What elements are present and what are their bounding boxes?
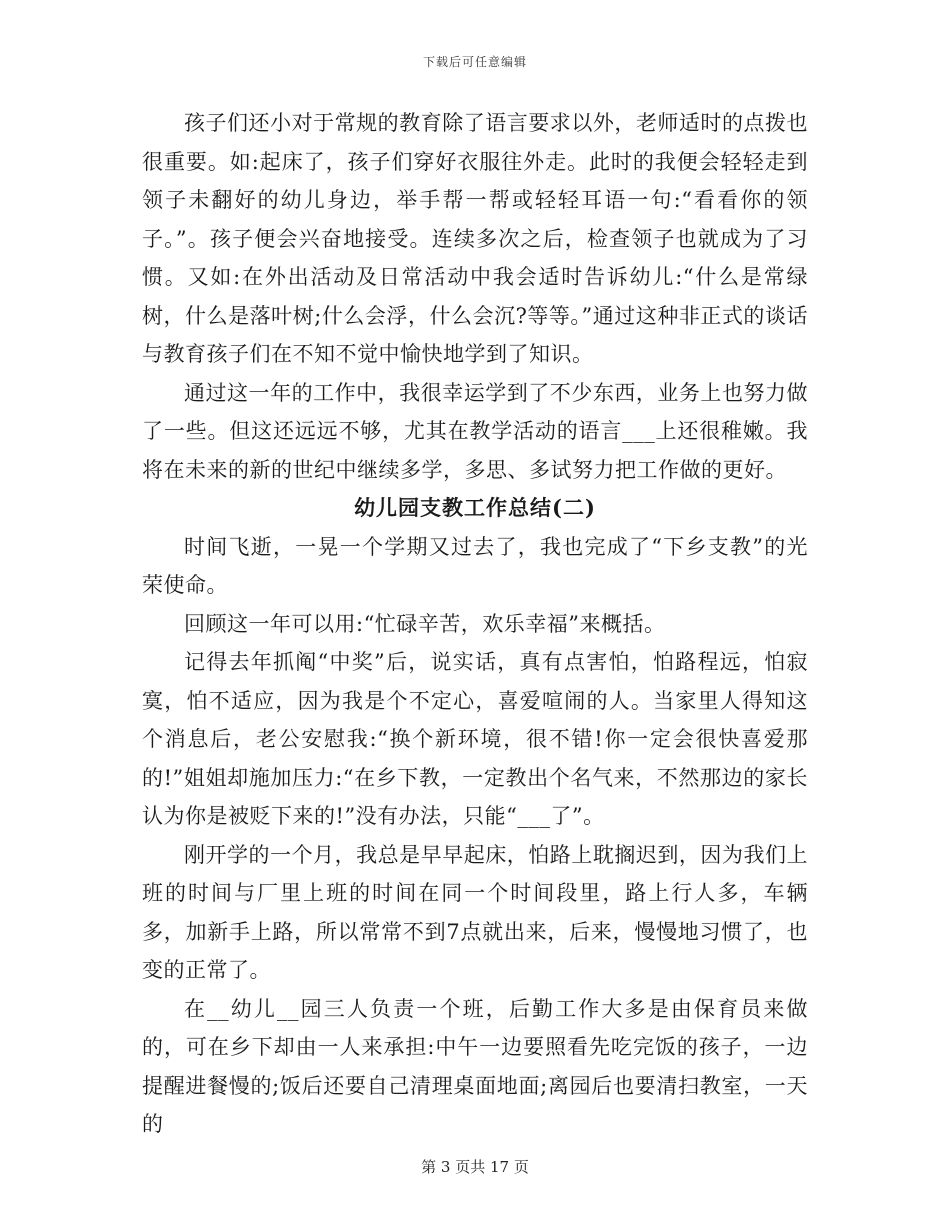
page-header: 下载后可任意编辑 (422, 55, 527, 69)
paragraph-summary-phrase: 回顾这一年可以用:“忙碌辛苦，欢乐幸福”来概括。 (184, 611, 666, 636)
section-title: 幼儿园支教工作总结(二) (354, 495, 596, 520)
paragraph-year-review: 通过这一年的工作中，我很幸运学到了不少东西，业务上也努力做了一些。但这还远远不够，尤其在教学活动的语言___上还很稚嫩。我将在未来的新的世纪中继续多学，多思、多试努力把工作做的更好。 (142, 380, 808, 482)
paragraph-time-flies: 时间飞逝，一晃一个学期又过去了，我也完成了“下乡支教”的光荣使命。 (142, 534, 808, 597)
paragraph-routine-education: 孩子们还小对于常规的教育除了语言要求以外，老师适时的点拨也很重要。如:起床了，孩子们穿好衣服往外走。此时的我便会轻轻走到领子未翻好的幼儿身边，举手帮一帮或轻轻耳语一句:“看看你的领子。”。孩子便会兴奋地接受。连续多次之后，检查领子也就成为了习惯。又如:在外出活动及日常活动中我会适时告诉幼儿:“什么是常绿树，什么是落叶树;什么会浮，什么会沉?等等。”通过这种非正式的谈话与教育孩子们在不知不觉中愉快地学到了知识。 (142, 111, 808, 366)
paragraph-lottery-memory: 记得去年抓阄“中奖”后，说实话，真有点害怕，怕路程远，怕寂寞，怕不适应，因为我是个不定心，喜爱喧闹的人。当家里人得知这个消息后，老公安慰我:“换个新环境，很不错!你一定会很快喜爱那的!”姐姐却施加压力:“在乡下教，一定教出个名气来，不然那边的家长认为你是被贬下来的!”没有办法，只能“___了”。 (142, 650, 808, 828)
paragraph-first-month: 刚开学的一个月，我总是早早起床，怕路上耽搁迟到，因为我们上班的时间与厂里上班的时间在同一个时间段里，路上行人多，车辆多，加新手上路，所以常常不到7点就出来，后来，慢慢地习惯了，也变的正常了。 (142, 842, 808, 982)
paragraph-class-duties: 在__幼儿__园三人负责一个班，后勤工作大多是由保育员来做的，可在乡下却由一人来承担:中午一边要照看先吃完饭的孩子，一边提醒进餐慢的;饭后还要自己清理桌面地面;离园后也要清扫教室，一天的 (142, 996, 808, 1136)
document-body (142, 104, 808, 1144)
page-footer: 第 3 页共 17 页 (421, 1158, 529, 1176)
